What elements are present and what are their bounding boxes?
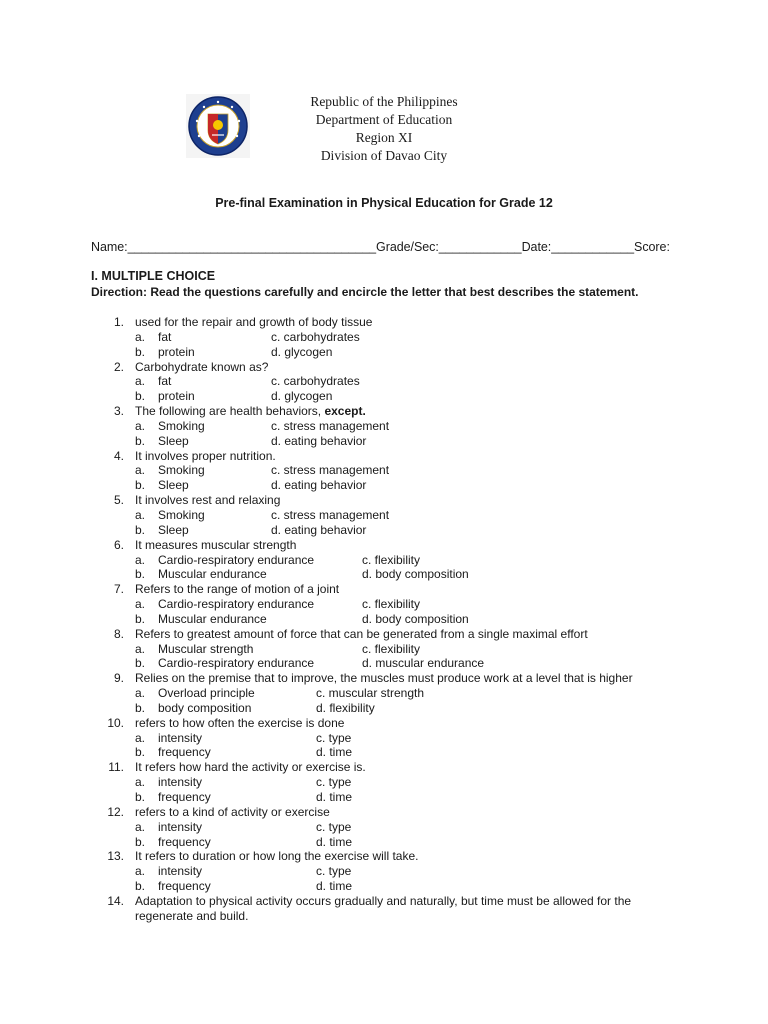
question-text-main: Refers to greatest amount of force that can be generated from a single maximal effort (135, 626, 588, 641)
option-letter[interactable]: b. (135, 611, 146, 626)
option-left: Cardio-respiratory endurance (158, 597, 315, 612)
option-right[interactable]: c. flexibility (362, 552, 421, 567)
option-left: frequency (158, 745, 211, 760)
question-text (135, 582, 339, 597)
option-letter[interactable]: a. (135, 507, 146, 522)
question-text-main: It measures muscular strength (135, 537, 297, 552)
option-letter[interactable]: b. (135, 567, 146, 582)
option-right[interactable]: c. type (316, 730, 352, 745)
option-row (0, 656, 768, 671)
option-right[interactable]: d. muscular endurance (362, 656, 485, 671)
question-item (0, 493, 768, 508)
option-left: Cardio-respiratory endurance (158, 552, 315, 567)
question-number: 12. (107, 804, 124, 819)
question-text (135, 760, 366, 775)
option-right[interactable]: d. body composition (362, 611, 469, 626)
option-left: intensity (158, 775, 203, 790)
question-number: 8. (113, 626, 124, 641)
option-row (0, 745, 768, 760)
option-row (0, 879, 768, 894)
question-text (135, 716, 344, 731)
option-letter[interactable]: b. (135, 344, 146, 359)
option-left: Sleep (158, 478, 189, 493)
question-text (135, 493, 280, 508)
question-number: 7. (113, 582, 124, 597)
option-left: body composition (158, 700, 252, 715)
school-header (230, 93, 538, 165)
option-letter[interactable]: a. (135, 641, 146, 656)
option-letter[interactable]: b. (135, 478, 146, 493)
question-text-main: used for the repair and growth of body tissue (135, 315, 373, 329)
question-item (0, 360, 768, 375)
option-letter[interactable]: a. (135, 418, 146, 433)
question-number: 6. (113, 537, 124, 552)
question-text-main: Carbohydrate known as? (135, 359, 269, 374)
option-letter[interactable]: b. (135, 790, 146, 804)
option-letter[interactable]: a. (135, 552, 146, 567)
option-left: fat (158, 374, 172, 389)
option-right[interactable]: c. muscular strength (316, 686, 425, 701)
option-letter[interactable]: a. (135, 463, 146, 478)
option-row (0, 345, 768, 360)
option-left: Cardio-respiratory endurance (158, 656, 315, 671)
option-left: Overload principle (158, 686, 255, 701)
question-item (0, 449, 768, 464)
question-text (135, 849, 418, 864)
option-right[interactable]: c. type (316, 864, 352, 879)
option-right[interactable]: d. body composition (362, 567, 469, 582)
question-number: 14. (107, 893, 124, 908)
question-number: 13. (107, 849, 124, 864)
option-letter[interactable]: b. (135, 389, 146, 404)
option-left: Muscular strength (158, 641, 254, 656)
option-right[interactable]: c. stress management (271, 463, 390, 478)
option-row (0, 419, 768, 434)
option-letter[interactable]: a. (135, 686, 146, 701)
question-text (135, 404, 366, 419)
option-right[interactable]: c. carbohydrates (271, 374, 360, 389)
option-right[interactable]: c. type (316, 819, 352, 834)
question-text-main: It refers how hard the activity or exercise is. (135, 760, 366, 775)
question-number: 1. (113, 315, 124, 329)
question-text (135, 315, 372, 330)
option-row (0, 478, 768, 493)
option-row (0, 835, 768, 850)
option-right[interactable]: d. glycogen (271, 344, 333, 359)
question-text-main: refers to how often the exercise is done (135, 715, 345, 730)
option-left: protein (158, 389, 195, 404)
option-left: Smoking (158, 463, 205, 478)
header-division: Division of Davao City (320, 148, 448, 163)
option-right[interactable]: d. time (316, 879, 353, 894)
option-right[interactable]: d. time (316, 834, 353, 849)
option-left: Muscular endurance (158, 567, 267, 582)
header-country: Republic of the Philippines (310, 94, 458, 109)
option-row (0, 820, 768, 835)
section-direction: Direction: Read the questions carefully and encircle the letter that best describes the statement. (91, 285, 639, 299)
option-left: Muscular endurance (158, 611, 267, 626)
exam-title: Pre-final Examination in Physical Education for Grade 12 (215, 196, 553, 210)
student-info-line: Name:____________________________________Grade/Sec:____________Date:____________Score: (91, 240, 670, 254)
option-row (0, 389, 768, 404)
option-right[interactable]: d. time (316, 790, 353, 804)
option-letter[interactable]: a. (135, 329, 146, 344)
question-item (0, 538, 768, 553)
question-number: 10. (107, 715, 124, 730)
question-text-main: It involves rest and relaxing (135, 493, 281, 508)
question-text-main: It refers to duration or how long the exercise will take. (135, 849, 419, 864)
question-text (135, 805, 330, 820)
question-text-main: refers to a kind of activity or exercise (135, 804, 330, 819)
question-wrap-line (0, 909, 768, 924)
option-letter[interactable]: a. (135, 730, 146, 745)
header-region: Region XI (355, 130, 413, 145)
option-row (0, 463, 768, 478)
option-row (0, 864, 768, 879)
option-left: Smoking (158, 418, 205, 433)
option-right[interactable]: c. flexibility (362, 641, 421, 656)
option-letter[interactable]: b. (135, 433, 146, 448)
option-right[interactable]: d. glycogen (271, 389, 333, 404)
option-letter[interactable]: b. (135, 522, 146, 537)
question-item (0, 627, 768, 642)
question-number: 4. (113, 448, 124, 463)
option-right[interactable]: d. eating behavior (271, 522, 367, 537)
option-letter[interactable]: b. (135, 700, 146, 715)
option-right[interactable]: c. stress management (271, 507, 390, 522)
question-item (0, 716, 768, 731)
option-letter[interactable]: a. (135, 819, 146, 834)
question-text (135, 671, 633, 686)
option-row (0, 597, 768, 612)
option-left: frequency (158, 790, 211, 804)
question-text-main: The following are health behaviors, (135, 404, 325, 419)
option-letter[interactable]: a. (135, 374, 146, 389)
option-right[interactable]: c. carbohydrates (271, 329, 360, 344)
question-item (0, 849, 768, 864)
question-text-main: Refers to the range of motion of a joint (135, 582, 340, 597)
question-item (0, 893, 768, 923)
option-right[interactable]: d. eating behavior (271, 478, 367, 493)
question-item (0, 671, 768, 686)
option-left: intensity (158, 819, 203, 834)
option-row (0, 553, 768, 568)
option-left: frequency (158, 834, 211, 849)
question-text (135, 627, 588, 642)
option-row (0, 374, 768, 389)
question-list (0, 315, 768, 924)
option-row (0, 701, 768, 716)
option-letter[interactable]: b. (135, 879, 146, 894)
option-left: intensity (158, 730, 203, 745)
option-row (0, 731, 768, 746)
question-number: 11. (108, 760, 124, 775)
option-row (0, 790, 768, 805)
question-text (135, 449, 276, 464)
option-left: protein (158, 344, 195, 359)
question-item (0, 404, 768, 419)
option-left: Sleep (158, 522, 189, 537)
option-row (0, 642, 768, 657)
question-number: 9. (113, 671, 124, 686)
option-row (0, 330, 768, 345)
option-letter[interactable]: b. (135, 834, 146, 849)
option-left: fat (158, 329, 172, 344)
question-item (0, 315, 768, 330)
question-number: 5. (113, 493, 124, 508)
option-left: Smoking (158, 507, 205, 522)
option-right[interactable]: c. stress management (271, 418, 390, 433)
section-title: I. MULTIPLE CHOICE (91, 269, 216, 283)
option-row (0, 567, 768, 582)
option-letter[interactable]: b. (135, 745, 146, 760)
option-row (0, 523, 768, 538)
option-right[interactable]: d. flexibility (316, 700, 375, 715)
option-row (0, 434, 768, 449)
question-text (135, 360, 268, 375)
question-number: 2. (113, 359, 124, 374)
question-item (0, 760, 768, 775)
option-letter[interactable]: a. (135, 597, 146, 612)
option-right[interactable]: d. eating behavior (271, 433, 367, 448)
question-text-main: It involves proper nutrition. (135, 448, 276, 463)
option-letter[interactable]: b. (135, 656, 146, 671)
header-department: Department of Education (315, 112, 453, 127)
option-letter[interactable]: a. (135, 864, 146, 879)
option-row (0, 775, 768, 790)
option-row (0, 686, 768, 701)
question-text-emphasis: except. (324, 404, 366, 419)
question-item (0, 582, 768, 597)
option-left: Sleep (158, 433, 189, 448)
option-right[interactable]: c. flexibility (362, 597, 421, 612)
question-number: 3. (113, 404, 124, 419)
question-text (135, 538, 296, 553)
option-left: intensity (158, 864, 203, 879)
question-text-main: Adaptation to physical activity occurs gradually and naturally, but time must be allowed for the regenerate and build. (135, 893, 632, 923)
option-row (0, 508, 768, 523)
option-letter[interactable]: a. (135, 775, 146, 790)
option-left: frequency (158, 879, 211, 894)
question-item (0, 805, 768, 820)
option-right[interactable]: c. type (316, 775, 352, 790)
question-text-main: Relies on the premise that to improve, the muscles must produce work at a level that is higher (135, 671, 633, 686)
option-right[interactable]: d. time (316, 745, 353, 760)
option-row (0, 612, 768, 627)
